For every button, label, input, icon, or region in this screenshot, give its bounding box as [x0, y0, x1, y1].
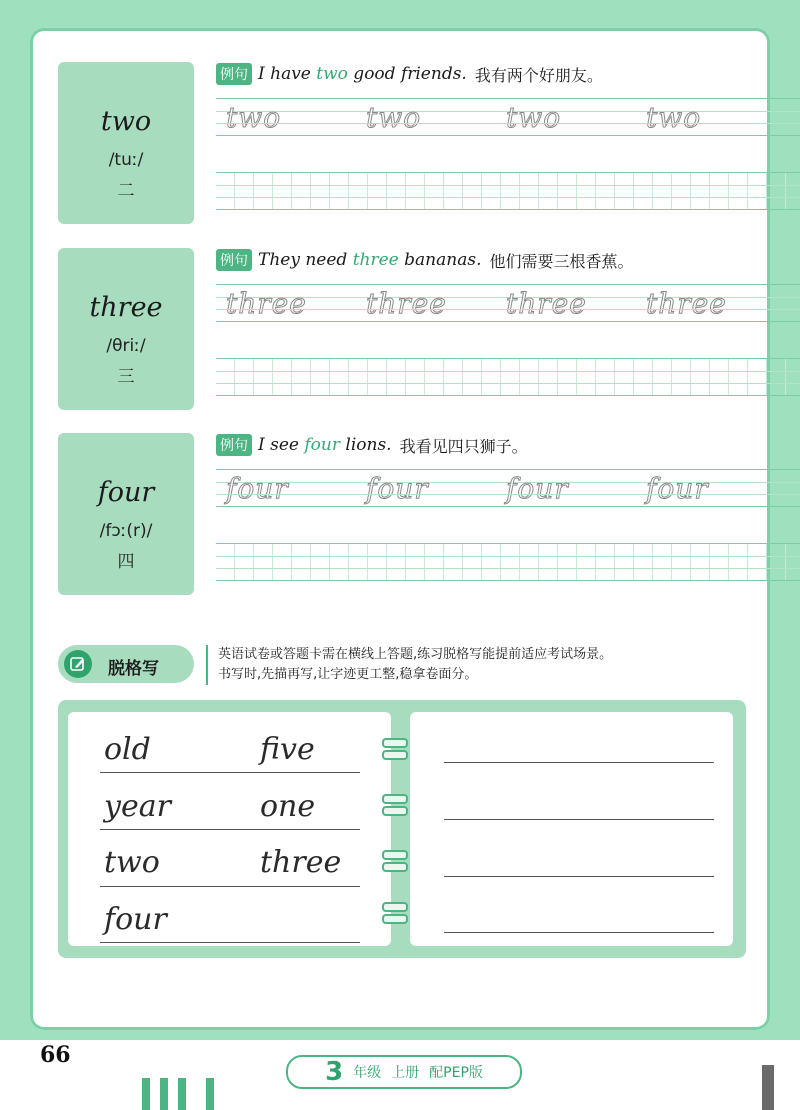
trace-word: four — [506, 472, 569, 505]
meaning: 四 — [117, 552, 135, 572]
trace-word: four — [646, 472, 709, 505]
sentence-zh: 他们需要三根香蕉。 — [489, 251, 634, 271]
sentence-part: good friends. — [347, 64, 467, 84]
notebook-left-page — [68, 712, 391, 946]
phonetic: /fɔː(r)/ — [99, 521, 153, 541]
sentence-highlight: three — [352, 250, 399, 270]
sentence-en — [258, 64, 467, 84]
notebook-word: four — [104, 902, 167, 937]
binder-ring — [382, 902, 408, 912]
binder-ring — [382, 806, 408, 816]
sentence-highlight: four — [304, 435, 340, 455]
bar — [206, 1078, 214, 1110]
word-row-two — [58, 62, 758, 227]
binder-ring — [382, 914, 408, 924]
trace-word: two — [646, 101, 702, 134]
page-number: 66 — [40, 1042, 71, 1068]
edition-text: 配PEP版 — [429, 1065, 483, 1081]
practice-lines[interactable] — [216, 358, 800, 396]
trace-word: two — [226, 101, 282, 134]
notebook-word: year — [104, 789, 171, 824]
notebook-word: two — [104, 845, 160, 880]
writing-line — [100, 942, 360, 943]
description-line: 英语试卷或答题卡需在横线上答题,练习脱格写能提前适应考试场景。 — [218, 647, 613, 662]
writing-line — [100, 886, 360, 887]
trace-lines — [216, 469, 800, 507]
term-text: 上册 — [391, 1065, 420, 1081]
trace-word: three — [646, 287, 727, 320]
answer-line[interactable] — [444, 762, 714, 763]
word-row-three — [58, 248, 758, 413]
sentence-en — [258, 435, 392, 455]
trace-word: three — [226, 287, 307, 320]
answer-line[interactable] — [444, 876, 714, 877]
sentence-part: I have — [258, 64, 317, 84]
sentence-part: bananas. — [398, 250, 482, 270]
word-row-four — [58, 433, 758, 598]
description-line: 书写时,先描再写,让字迹更工整,稳拿卷面分。 — [218, 667, 478, 682]
sentence-highlight: two — [316, 64, 348, 84]
example-sentence — [216, 433, 528, 457]
trace-word: four — [226, 472, 289, 505]
trace-word: two — [506, 101, 562, 134]
section-banner — [58, 645, 194, 683]
practice-lines[interactable] — [216, 172, 800, 210]
example-tag: 例句 — [216, 434, 252, 456]
notebook-word: one — [260, 789, 316, 824]
answer-line[interactable] — [444, 932, 714, 933]
trace-lines — [216, 98, 800, 136]
binder-ring — [382, 862, 408, 872]
practice-lines[interactable] — [216, 543, 800, 581]
bar — [178, 1078, 186, 1110]
sentence-part: lions. — [339, 435, 392, 455]
notebook-word: old — [104, 732, 151, 767]
pencil-note-icon — [64, 650, 92, 678]
example-tag: 例句 — [216, 249, 252, 271]
sentence-zh: 我看见四只狮子。 — [399, 436, 528, 456]
binder-ring — [382, 794, 408, 804]
section-description — [206, 645, 758, 685]
sentence-part: I see — [258, 435, 305, 455]
word: four — [97, 477, 155, 508]
grade-text: 年级 — [353, 1065, 382, 1081]
word: two — [100, 106, 152, 137]
example-sentence — [216, 248, 633, 272]
word-card — [58, 62, 194, 224]
notebook-word: three — [260, 845, 342, 880]
word-card — [58, 248, 194, 410]
trace-word: two — [366, 101, 422, 134]
page-edge-tab — [762, 1065, 774, 1110]
sentence-part: They need — [258, 250, 353, 270]
grade-number: 3 — [325, 1057, 344, 1087]
example-sentence — [216, 62, 603, 86]
trace-word: three — [506, 287, 587, 320]
sentence-en — [258, 250, 481, 270]
notebook-right-page[interactable] — [410, 712, 733, 946]
section-title: 脱格写 — [108, 659, 159, 679]
notebook-word: five — [260, 732, 315, 767]
word: three — [89, 292, 163, 323]
bar — [142, 1078, 150, 1110]
word-card — [58, 433, 194, 595]
trace-lines — [216, 284, 800, 322]
writing-line — [100, 829, 360, 830]
grade-label — [286, 1055, 522, 1089]
phonetic: /θriː/ — [106, 336, 146, 356]
sentence-zh: 我有两个好朋友。 — [474, 65, 603, 85]
trace-word: three — [366, 287, 447, 320]
writing-line — [100, 772, 360, 773]
meaning: 三 — [117, 367, 135, 387]
answer-line[interactable] — [444, 819, 714, 820]
bar — [160, 1078, 168, 1110]
phonetic: /tuː/ — [108, 150, 144, 170]
binder-ring — [382, 738, 408, 748]
binder-ring — [382, 750, 408, 760]
trace-word: four — [366, 472, 429, 505]
example-tag: 例句 — [216, 63, 252, 85]
writing-notebook — [58, 700, 746, 958]
meaning: 二 — [117, 181, 135, 201]
binder-ring — [382, 850, 408, 860]
